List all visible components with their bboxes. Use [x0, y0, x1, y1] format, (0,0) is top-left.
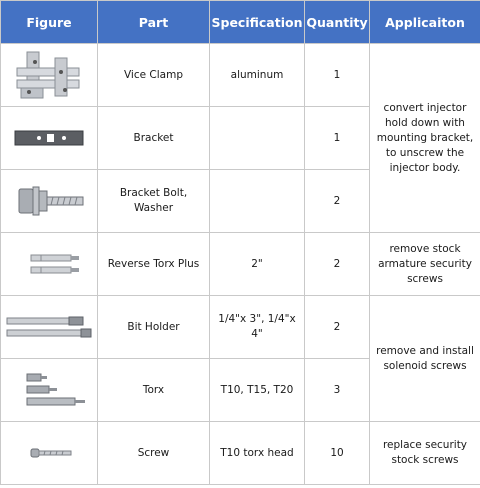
screw-icon: [9, 441, 89, 465]
quantity-cell: 2: [305, 170, 370, 233]
table-row: [1, 296, 480, 359]
figure-cell: [1, 422, 98, 485]
figure-cell: [1, 359, 98, 422]
header-row: [1, 1, 480, 44]
specification-cell: [210, 107, 305, 170]
bracket-bolt-icon: [9, 181, 89, 221]
specification-cell: 1/4"x 3", 1/4"x 4": [210, 296, 305, 359]
table-row: [1, 422, 480, 485]
specification-cell: 2": [210, 233, 305, 296]
part-cell: Bracket Bolt, Washer: [98, 170, 210, 233]
figure-cell: [1, 296, 98, 359]
figure-cell: [1, 44, 98, 107]
quantity-cell: 10: [305, 422, 370, 485]
quantity-cell: 3: [305, 359, 370, 422]
quantity-cell: 1: [305, 44, 370, 107]
specification-cell: T10, T15, T20: [210, 359, 305, 422]
header-part: Part: [98, 1, 210, 44]
bit-holder-icon: [3, 312, 95, 342]
application-cell: remove stock armature security screws: [370, 233, 480, 296]
figure-cell: [1, 233, 98, 296]
table-row: [1, 233, 480, 296]
quantity-cell: 1: [305, 107, 370, 170]
specification-cell: T10 torx head: [210, 422, 305, 485]
part-cell: Torx: [98, 359, 210, 422]
header-application: Applicaiton: [370, 1, 480, 44]
part-cell: Bracket: [98, 107, 210, 170]
torx-bits-icon: [9, 368, 89, 412]
figure-cell: [1, 170, 98, 233]
reverse-torx-plus-icon: [9, 249, 89, 279]
figure-cell: [1, 107, 98, 170]
vice-clamp-icon: [9, 50, 89, 100]
specification-cell: aluminum: [210, 44, 305, 107]
table-row: [1, 44, 480, 107]
part-cell: Bit Holder: [98, 296, 210, 359]
part-cell: Vice Clamp: [98, 44, 210, 107]
bracket-icon: [9, 123, 89, 153]
specification-cell: [210, 170, 305, 233]
part-cell: Screw: [98, 422, 210, 485]
quantity-cell: 2: [305, 296, 370, 359]
header-figure: Figure: [1, 1, 98, 44]
header-quantity: Quantity: [305, 1, 370, 44]
application-cell: remove and install solenoid screws: [370, 296, 480, 422]
quantity-cell: 2: [305, 233, 370, 296]
application-cell: replace security stock screws: [370, 422, 480, 485]
part-cell: Reverse Torx Plus: [98, 233, 210, 296]
header-specification: Specification: [210, 1, 305, 44]
application-cell: convert injector hold down with mounting bracket, to unscrew the injector body.: [370, 44, 480, 233]
